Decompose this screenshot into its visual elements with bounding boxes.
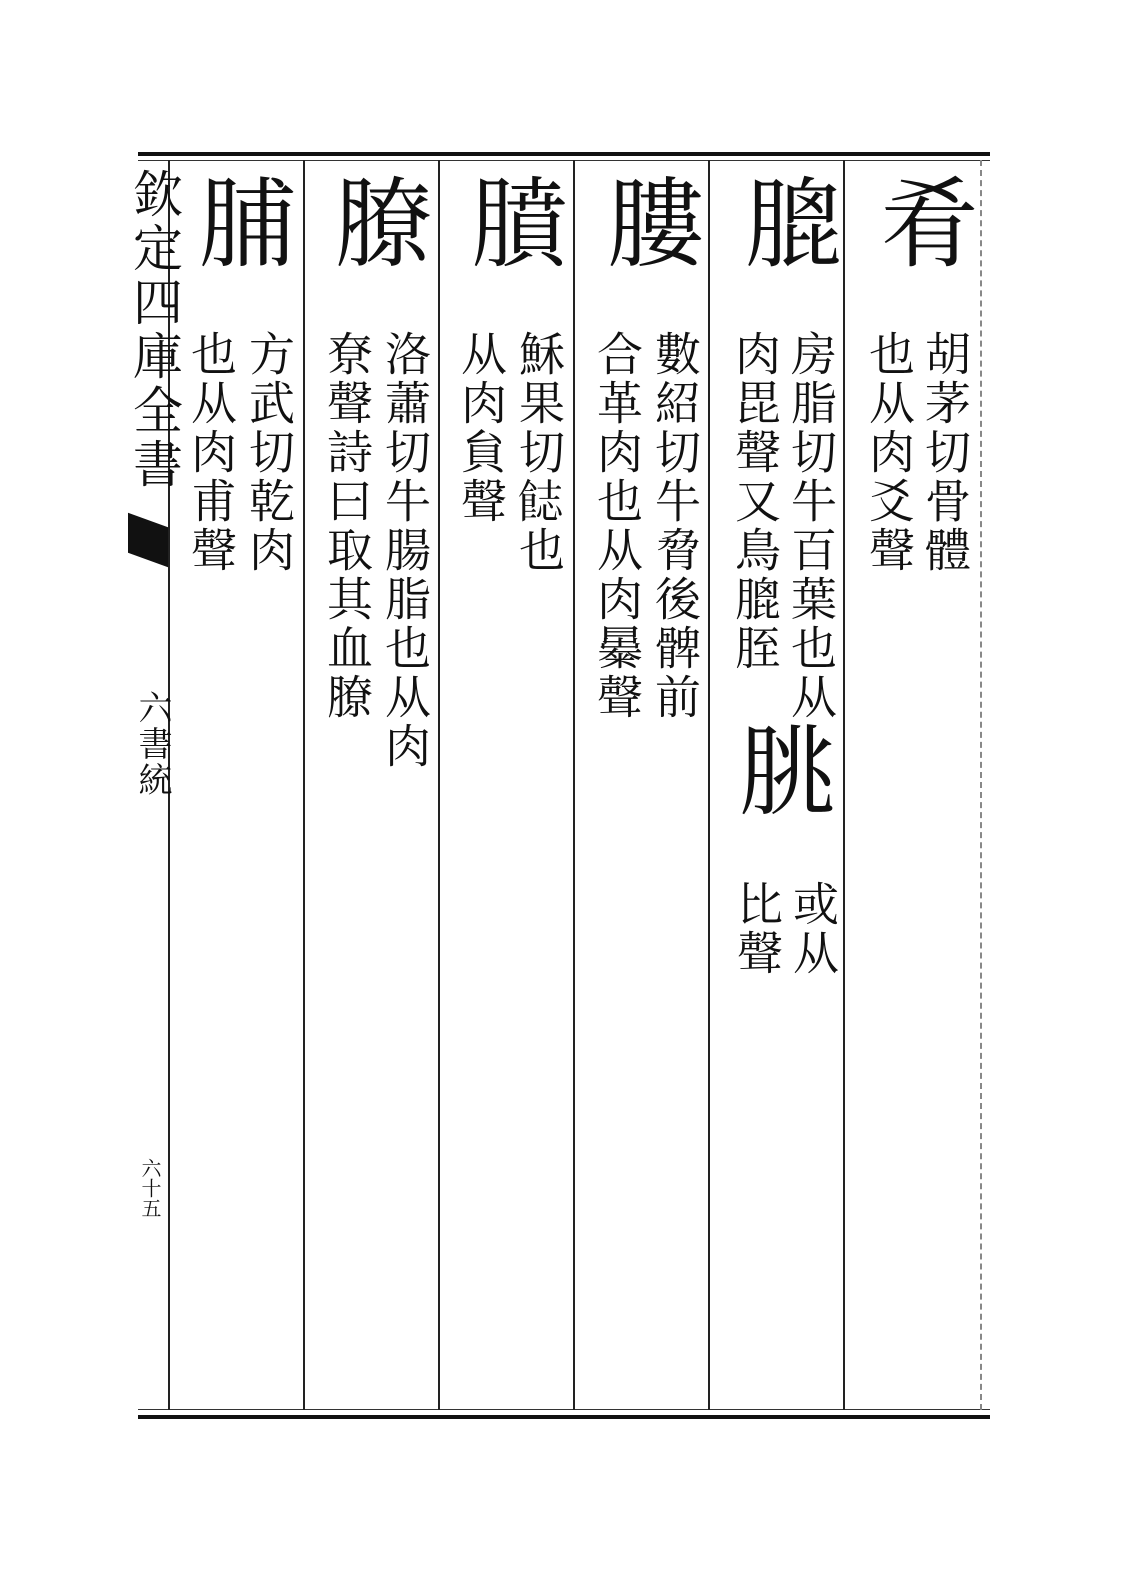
seal-character: 膢 (590, 172, 704, 274)
right-margin-guide (980, 160, 983, 1410)
variant-gloss-right: 或从 (786, 880, 840, 978)
bottom-border-rule (138, 1415, 990, 1419)
page-number: 六十五 (138, 1158, 162, 1218)
bottom-border-inner-rule (138, 1409, 990, 1410)
column-divider (303, 160, 305, 1410)
section-title: 六書統 (132, 690, 172, 798)
seal-character: 肴 (864, 172, 978, 274)
gloss-text-left: 尞聲詩曰取其血膫 (320, 330, 374, 722)
variant-gloss-left: 比聲 (730, 880, 784, 978)
gloss-text-right: 胡茅切骨體 (918, 330, 972, 575)
gloss-text-left: 也从肉爻聲 (862, 330, 916, 575)
seal-character: 脯 (182, 172, 296, 274)
gloss-text-right: 方武切乾肉 (242, 330, 296, 575)
gloss-text-right: 洛蕭切牛腸脂也从肉 (378, 330, 432, 771)
gloss-text-left: 肉毘聲又鳥膍胵 (728, 330, 782, 673)
gloss-text-right: 穌果切𩛣也 (512, 330, 566, 575)
top-border-rule (138, 152, 990, 156)
gloss-text-left: 合革肉也从肉㬥聲 (590, 330, 644, 722)
column-divider (573, 160, 575, 1410)
column-divider (438, 160, 440, 1410)
variant-seal-character: 朓 (722, 720, 836, 822)
gloss-text-right: 數紹切牛脅後髀前 (648, 330, 702, 722)
seal-character: 膫 (318, 172, 432, 274)
book-title: 欽定四庫全書 (125, 168, 183, 492)
seal-character: 膹 (454, 172, 568, 274)
column-divider (843, 160, 845, 1410)
seal-character: 膍 (728, 172, 842, 274)
gloss-text-right: 房脂切牛百葉也从 (784, 330, 838, 722)
gloss-text-left: 从肉貟聲 (454, 330, 508, 526)
fish-tail-mark-icon (128, 513, 168, 568)
column-divider (708, 160, 710, 1410)
top-border-inner-rule (138, 160, 990, 161)
gloss-text-left: 也从肉甫聲 (184, 330, 238, 575)
